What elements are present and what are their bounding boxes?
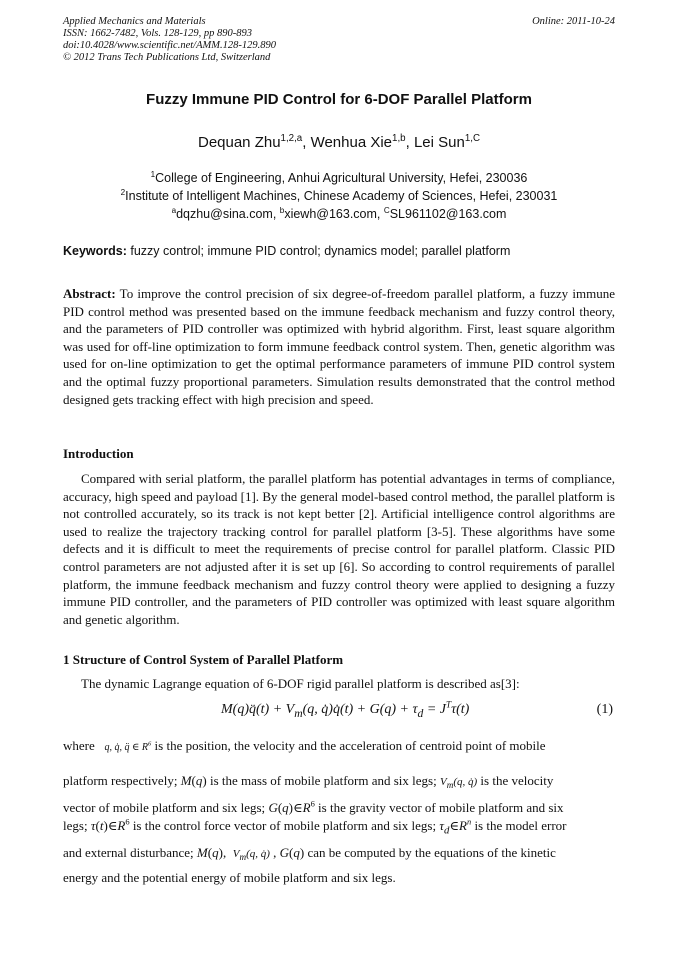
author-name: Lei Sun — [413, 134, 465, 151]
equation-number: (1) — [596, 702, 613, 717]
issn-line: ISSN: 1662-7482, Vols. 128-129, pp 890-893 — [63, 28, 252, 39]
where-text: vector of mobile platform and six legs; — [63, 800, 269, 815]
symbol-Gq: G — [279, 845, 290, 860]
where-line-6: energy and the potential energy of mobile platform and six legs. — [63, 870, 396, 885]
symbol-q: q — [282, 800, 289, 815]
where-text: is the gravity vector of mobile platform and six — [314, 800, 564, 815]
email-sup: a — [171, 205, 177, 215]
introduction-heading: Introduction — [63, 446, 134, 461]
online-date: Online: 2011-10-24 — [532, 16, 615, 27]
where-text: is the control force vector of mobile platform and six legs; — [129, 818, 440, 833]
where-text: is the mass of mobile platform and six legs; — [206, 773, 440, 788]
author-name: Dequan Zhu — [197, 134, 281, 151]
email-text: xiewh@163.com, — [284, 207, 384, 221]
introduction-text: Compared with serial platform, the parallel platform has potential advantages in terms of compliance, accuracy, high speed and payload [1]. By the general model-based control method, the parallel platform is not controlled accurately, so its track is not kept better [2]. Artificial intelligence control algorithms are used to realize the trajectory tracking control for parallel platform [3-5]. These algorithms have some defects and it is difficult to meet the requirements of precise control for parallel platform. Classic PID control parameters are not adjusted after it is set up [6]. So according to control requirements of parallel platform, the immune feedback mechanism and fuzzy control theory were applied to designing a fuzzy immune PID controller, and the parameters of PID controller was optimized with least square algorithm and genetic algorithm. — [63, 471, 615, 627]
where-text: can be computed by the equations of the kinetic — [304, 845, 556, 860]
symbol-tau: τ — [90, 818, 96, 833]
symbol-q: q — [212, 845, 219, 860]
email-sup: C — [383, 205, 390, 215]
keywords — [63, 244, 615, 258]
abstract-text: To improve the control precision of six degree-of-freedom parallel platform, a fuzzy immune PID control method was presented based on the immune feedback mechanism and fuzzy control theory, and the parameters of PID controller was optimized with hybrid algorithm. First, least square algorithm was used for off-line optimization to form immune feedback control system. Then, genetic algorithm was used for on-line optimization to get the optimal performance parameters of immune PID control system and the optimal fuzzy proportional parameters. Simulation results demonstrated that the control method designed gets tracking effect with high precision and speed. — [63, 286, 615, 407]
symbol-Rn: R — [459, 818, 467, 833]
symbol-Vm: $V_m(q$, q̇) — [439, 776, 478, 791]
affiliation-sup: 1 — [150, 169, 156, 179]
author-list — [0, 134, 678, 151]
author-sup: 1,2,a — [280, 133, 303, 144]
lagrange-equation: M(q)q̈(t) + $V_m(q$, q̇)q̇(t) + $G(q) + \tau_d = J^T\tau(t)$ — [221, 699, 470, 720]
where-text: is the position, the velocity and the acceleration of centroid point of mobile — [154, 738, 546, 753]
where-line-5: and external disturbance; M(q), $V_m(q$, q̇) , G(q) can be computed by the equations of the kinetic — [63, 845, 556, 863]
symbol-R6: R — [117, 818, 126, 833]
equation-1 — [63, 699, 615, 722]
where-text: legs; — [63, 818, 91, 833]
doi-line: doi:10.4028/www.scientific.net/AMM.128-129.890 — [63, 40, 276, 51]
symbol-q: q — [195, 773, 203, 788]
keywords-text: fuzzy control; immune PID control; dynamics model; parallel platform — [126, 244, 511, 258]
symbol-q: q — [293, 845, 300, 860]
email-sup: b — [279, 205, 285, 215]
symbol-tau-d: $\tau_d$ — [439, 818, 450, 837]
copyright-line: © 2012 Trans Tech Publications Ltd, Switzerland — [63, 52, 271, 63]
affiliation-2 — [0, 189, 678, 203]
section-1-heading: 1 Structure of Control System of Parallel Platform — [63, 652, 344, 667]
journal-name: Applied Mechanics and Materials — [63, 16, 206, 27]
where-line-1 — [63, 738, 615, 754]
symbol-Mq: M — [180, 773, 192, 788]
affiliation-sup: 2 — [120, 187, 126, 197]
affiliation-text: Institute of Intelligent Machines, Chinese Academy of Sciences, Hefei, 230031 — [125, 189, 558, 203]
where-text: is the velocity — [477, 773, 554, 788]
where-text: platform respectively; — [63, 773, 181, 788]
symbol-Vm: $V_m(q$, q̇) — [232, 848, 270, 863]
keywords-label: Keywords: — [63, 244, 127, 258]
affiliation-text: College of Engineering, Anhui Agricultural University, Hefei, 230036 — [155, 171, 528, 185]
author-sep: , — [302, 134, 311, 151]
author-name: Wenhua Xie — [310, 134, 393, 151]
author-sup: 1,b — [392, 133, 406, 144]
author-sup: 1,C — [464, 133, 480, 144]
where-text: is the model error — [471, 818, 567, 833]
where-line-2: platform respectively; M(q) is the mass of mobile platform and six legs; $V_m(q$, q̇) is the velocity — [63, 773, 554, 791]
where-line-4: legs; $\tau(t)\in R^6$ is the control force vector of mobile platform and six legs; $\tau_d\in R^n$ is the model error — [63, 816, 567, 837]
symbol-R6: R — [302, 800, 311, 815]
symbol-Gq: G — [268, 800, 278, 815]
section-1-intro: The dynamic Lagrange equation of 6-DOF rigid parallel platform is described as[3]: — [81, 676, 520, 691]
paper-title: Fuzzy Immune PID Control for 6-DOF Parallel Platform — [146, 91, 532, 108]
abstract-label: Abstract: — [63, 286, 116, 301]
where-line-3: vector of mobile platform and six legs; $G(q)\in R^6$ is the gravity vector of mobile platform and six — [63, 798, 564, 815]
running-header — [63, 16, 615, 64]
symbol-Mq: M — [196, 845, 208, 860]
author-sep: , — [405, 134, 414, 151]
author-emails — [0, 207, 678, 221]
where-text: and external disturbance; — [63, 845, 197, 860]
symbol-q-qdot-qddot: q, q̇, q̈ ∈ $R^6$ — [104, 740, 152, 753]
where-word: where — [63, 738, 95, 753]
email-text: SL961102@163.com — [389, 207, 507, 221]
symbol-t: t — [99, 818, 104, 833]
abstract — [63, 285, 615, 408]
email-text: dqzhu@sina.com, — [176, 207, 280, 221]
affiliation-1 — [0, 171, 678, 185]
